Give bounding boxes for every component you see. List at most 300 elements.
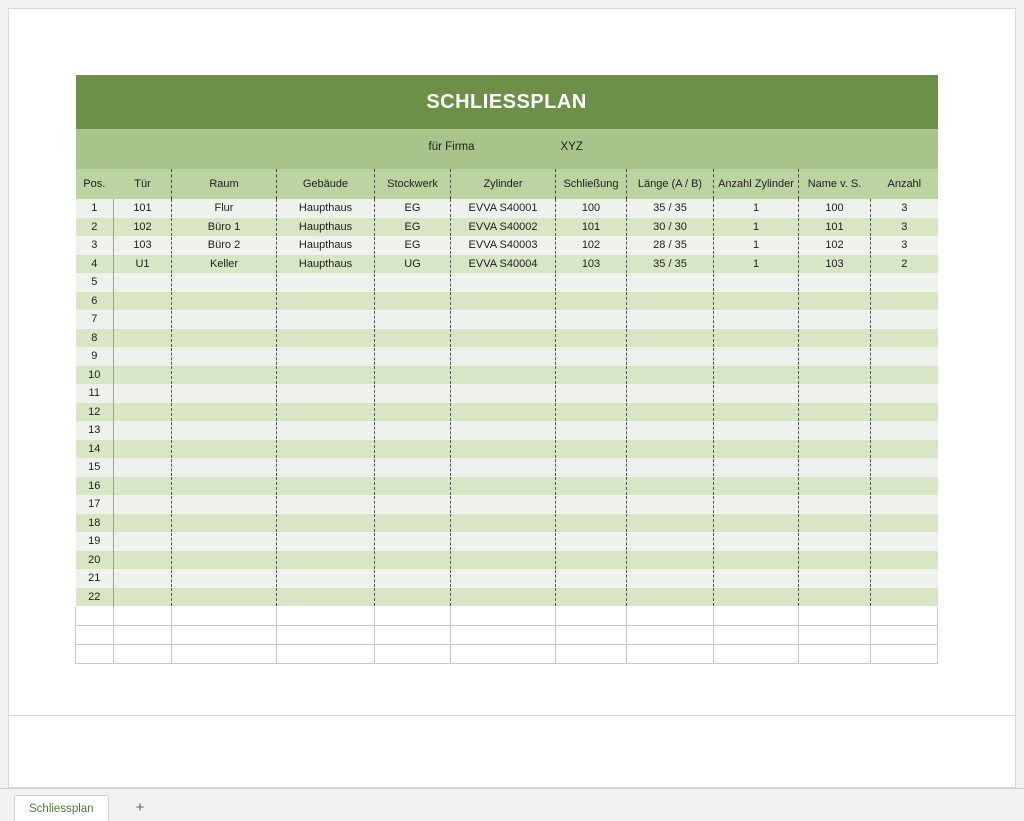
cell[interactable]: [277, 403, 375, 422]
cell-pos[interactable]: 17: [76, 495, 114, 514]
cell[interactable]: [799, 514, 871, 533]
cell[interactable]: 101: [556, 218, 627, 237]
cell[interactable]: [627, 384, 714, 403]
cell[interactable]: [871, 292, 938, 311]
table-row[interactable]: [76, 310, 938, 329]
cell[interactable]: [172, 495, 277, 514]
cell[interactable]: [871, 514, 938, 533]
empty-table-row[interactable]: [76, 606, 938, 625]
cell[interactable]: [714, 347, 799, 366]
cell[interactable]: [375, 532, 451, 551]
cell[interactable]: [451, 273, 556, 292]
cell[interactable]: [714, 292, 799, 311]
empty-cell[interactable]: [375, 644, 451, 663]
cell[interactable]: EG: [375, 236, 451, 255]
empty-cell[interactable]: [871, 606, 938, 625]
empty-cell[interactable]: [172, 606, 277, 625]
cell[interactable]: [627, 532, 714, 551]
cell[interactable]: Haupthaus: [277, 236, 375, 255]
table-row[interactable]: [76, 199, 938, 218]
table-row[interactable]: [76, 551, 938, 570]
cell[interactable]: [114, 292, 172, 311]
empty-cell[interactable]: [277, 644, 375, 663]
cell[interactable]: [627, 366, 714, 385]
cell[interactable]: [114, 347, 172, 366]
table-row[interactable]: [76, 514, 938, 533]
cell[interactable]: [627, 495, 714, 514]
table-row[interactable]: [76, 384, 938, 403]
cell-pos[interactable]: 1: [76, 199, 114, 218]
cell[interactable]: [556, 384, 627, 403]
cell[interactable]: [799, 403, 871, 422]
cell[interactable]: [871, 551, 938, 570]
cell[interactable]: [714, 440, 799, 459]
cell[interactable]: [172, 366, 277, 385]
cell[interactable]: 100: [799, 199, 871, 218]
cell[interactable]: [375, 292, 451, 311]
cell[interactable]: [277, 495, 375, 514]
cell[interactable]: [451, 514, 556, 533]
cell[interactable]: [627, 477, 714, 496]
cell[interactable]: [627, 551, 714, 570]
cell[interactable]: [627, 403, 714, 422]
cell[interactable]: [451, 403, 556, 422]
cell-pos[interactable]: 16: [76, 477, 114, 496]
empty-cell[interactable]: [871, 644, 938, 663]
cell[interactable]: [277, 310, 375, 329]
cell[interactable]: [114, 440, 172, 459]
table-row[interactable]: [76, 458, 938, 477]
cell[interactable]: [375, 273, 451, 292]
table-row[interactable]: [76, 255, 938, 274]
cell[interactable]: [627, 347, 714, 366]
table-row[interactable]: [76, 218, 938, 237]
cell[interactable]: [114, 403, 172, 422]
cell[interactable]: [114, 273, 172, 292]
cell[interactable]: 103: [556, 255, 627, 274]
empty-cell[interactable]: [799, 625, 871, 644]
cell-pos[interactable]: 8: [76, 329, 114, 348]
cell[interactable]: [556, 588, 627, 607]
cell[interactable]: [871, 347, 938, 366]
cell[interactable]: [627, 292, 714, 311]
cell[interactable]: [375, 495, 451, 514]
cell[interactable]: [627, 329, 714, 348]
cell[interactable]: [627, 310, 714, 329]
empty-cell[interactable]: [451, 606, 556, 625]
empty-cell[interactable]: [799, 644, 871, 663]
cell[interactable]: 2: [871, 255, 938, 274]
cell[interactable]: EVVA S40004: [451, 255, 556, 274]
table-row[interactable]: [76, 292, 938, 311]
cell[interactable]: [799, 588, 871, 607]
cell[interactable]: Büro 2: [172, 236, 277, 255]
table-row[interactable]: [76, 366, 938, 385]
cell[interactable]: [375, 384, 451, 403]
cell[interactable]: [871, 495, 938, 514]
cell[interactable]: [375, 421, 451, 440]
cell[interactable]: [714, 421, 799, 440]
empty-cell[interactable]: [114, 644, 172, 663]
empty-cell[interactable]: [172, 625, 277, 644]
cell[interactable]: [172, 403, 277, 422]
empty-cell[interactable]: [714, 625, 799, 644]
cell[interactable]: [799, 421, 871, 440]
empty-cell[interactable]: [451, 644, 556, 663]
cell[interactable]: 100: [556, 199, 627, 218]
cell[interactable]: [114, 569, 172, 588]
cell[interactable]: [556, 292, 627, 311]
table-row[interactable]: [76, 273, 938, 292]
cell[interactable]: 103: [114, 236, 172, 255]
empty-table-row[interactable]: [76, 625, 938, 644]
cell[interactable]: [451, 458, 556, 477]
cell[interactable]: [556, 366, 627, 385]
cell[interactable]: EVVA S40003: [451, 236, 556, 255]
empty-cell[interactable]: [627, 606, 714, 625]
cell[interactable]: [114, 310, 172, 329]
table-row[interactable]: [76, 532, 938, 551]
cell[interactable]: [871, 588, 938, 607]
cell[interactable]: [799, 458, 871, 477]
cell[interactable]: [714, 403, 799, 422]
empty-cell[interactable]: [556, 644, 627, 663]
cell[interactable]: [799, 569, 871, 588]
cell[interactable]: 1: [714, 199, 799, 218]
table-row[interactable]: [76, 347, 938, 366]
cell[interactable]: 102: [556, 236, 627, 255]
cell[interactable]: [799, 273, 871, 292]
table-row[interactable]: [76, 329, 938, 348]
cell[interactable]: [714, 384, 799, 403]
cell[interactable]: [277, 477, 375, 496]
cell[interactable]: 101: [799, 218, 871, 237]
cell[interactable]: EVVA S40002: [451, 218, 556, 237]
cell[interactable]: [451, 440, 556, 459]
cell-pos[interactable]: 14: [76, 440, 114, 459]
cell-pos[interactable]: 18: [76, 514, 114, 533]
empty-cell[interactable]: [627, 644, 714, 663]
cell[interactable]: [114, 384, 172, 403]
cell[interactable]: [451, 366, 556, 385]
cell[interactable]: [375, 551, 451, 570]
cell[interactable]: [627, 514, 714, 533]
cell[interactable]: [375, 458, 451, 477]
cell[interactable]: [277, 384, 375, 403]
cell[interactable]: [799, 384, 871, 403]
cell[interactable]: [799, 495, 871, 514]
cell[interactable]: [114, 495, 172, 514]
cell[interactable]: [714, 273, 799, 292]
cell[interactable]: 103: [799, 255, 871, 274]
cell-pos[interactable]: 4: [76, 255, 114, 274]
cell[interactable]: [172, 440, 277, 459]
table-row[interactable]: [76, 421, 938, 440]
cell[interactable]: Haupthaus: [277, 255, 375, 274]
cell-pos[interactable]: 19: [76, 532, 114, 551]
empty-cell[interactable]: [76, 625, 114, 644]
cell[interactable]: [375, 366, 451, 385]
cell[interactable]: [556, 477, 627, 496]
cell[interactable]: [714, 551, 799, 570]
cell[interactable]: [277, 347, 375, 366]
cell[interactable]: [451, 477, 556, 496]
cell-pos[interactable]: 15: [76, 458, 114, 477]
cell[interactable]: [714, 366, 799, 385]
empty-cell[interactable]: [799, 606, 871, 625]
cell[interactable]: [375, 477, 451, 496]
cell[interactable]: [714, 588, 799, 607]
cell-pos[interactable]: 10: [76, 366, 114, 385]
cell[interactable]: [375, 440, 451, 459]
cell[interactable]: [871, 366, 938, 385]
cell[interactable]: [277, 440, 375, 459]
cell[interactable]: [799, 310, 871, 329]
cell[interactable]: [871, 273, 938, 292]
cell[interactable]: [277, 421, 375, 440]
cell[interactable]: [871, 477, 938, 496]
table-row[interactable]: [76, 236, 938, 255]
cell[interactable]: U1: [114, 255, 172, 274]
cell[interactable]: [277, 329, 375, 348]
cell[interactable]: 30 / 30: [627, 218, 714, 237]
cell[interactable]: [799, 292, 871, 311]
cell[interactable]: [375, 588, 451, 607]
cell[interactable]: [451, 495, 556, 514]
cell[interactable]: [451, 310, 556, 329]
cell[interactable]: [556, 273, 627, 292]
cell[interactable]: [799, 477, 871, 496]
empty-cell[interactable]: [277, 606, 375, 625]
cell[interactable]: [799, 366, 871, 385]
cell[interactable]: [627, 273, 714, 292]
empty-cell[interactable]: [114, 625, 172, 644]
cell[interactable]: [871, 403, 938, 422]
cell[interactable]: [556, 310, 627, 329]
sheet-canvas[interactable]: [8, 8, 1016, 716]
cell[interactable]: EG: [375, 218, 451, 237]
cell[interactable]: 28 / 35: [627, 236, 714, 255]
cell[interactable]: 3: [871, 236, 938, 255]
empty-cell[interactable]: [375, 625, 451, 644]
empty-cell[interactable]: [451, 625, 556, 644]
cell[interactable]: [871, 329, 938, 348]
cell[interactable]: [556, 421, 627, 440]
cell[interactable]: [114, 366, 172, 385]
cell[interactable]: 1: [714, 218, 799, 237]
cell[interactable]: [627, 458, 714, 477]
empty-cell[interactable]: [714, 606, 799, 625]
cell[interactable]: [627, 569, 714, 588]
cell-pos[interactable]: 20: [76, 551, 114, 570]
empty-cell[interactable]: [114, 606, 172, 625]
cell[interactable]: 1: [714, 255, 799, 274]
cell[interactable]: [172, 588, 277, 607]
cell[interactable]: 35 / 35: [627, 255, 714, 274]
cell[interactable]: [277, 366, 375, 385]
cell[interactable]: [556, 532, 627, 551]
cell[interactable]: [714, 310, 799, 329]
cell[interactable]: [714, 495, 799, 514]
cell[interactable]: [375, 310, 451, 329]
cell-pos[interactable]: 7: [76, 310, 114, 329]
cell[interactable]: [714, 514, 799, 533]
cell[interactable]: [172, 477, 277, 496]
empty-cell[interactable]: [76, 606, 114, 625]
cell[interactable]: [714, 532, 799, 551]
cell[interactable]: [375, 403, 451, 422]
cell[interactable]: [172, 551, 277, 570]
cell[interactable]: [627, 440, 714, 459]
cell-pos[interactable]: 22: [76, 588, 114, 607]
cell[interactable]: [277, 551, 375, 570]
table-row[interactable]: [76, 588, 938, 607]
empty-cell[interactable]: [556, 606, 627, 625]
cell[interactable]: 1: [714, 236, 799, 255]
cell[interactable]: [556, 514, 627, 533]
cell[interactable]: [451, 421, 556, 440]
table-row[interactable]: [76, 440, 938, 459]
cell[interactable]: UG: [375, 255, 451, 274]
cell[interactable]: [556, 458, 627, 477]
empty-cell[interactable]: [76, 644, 114, 663]
empty-cell[interactable]: [627, 625, 714, 644]
cell[interactable]: [277, 569, 375, 588]
cell[interactable]: [627, 588, 714, 607]
cell[interactable]: [871, 569, 938, 588]
cell[interactable]: [114, 532, 172, 551]
cell[interactable]: [871, 440, 938, 459]
table-row[interactable]: [76, 569, 938, 588]
cell-pos[interactable]: 6: [76, 292, 114, 311]
cell[interactable]: [277, 458, 375, 477]
cell[interactable]: [871, 532, 938, 551]
cell[interactable]: [799, 347, 871, 366]
cell[interactable]: [172, 421, 277, 440]
empty-cell[interactable]: [375, 606, 451, 625]
cell[interactable]: [871, 458, 938, 477]
cell[interactable]: [375, 514, 451, 533]
cell[interactable]: Haupthaus: [277, 218, 375, 237]
cell[interactable]: [556, 551, 627, 570]
cell[interactable]: [556, 403, 627, 422]
cell[interactable]: [451, 292, 556, 311]
cell[interactable]: [627, 421, 714, 440]
cell-pos[interactable]: 5: [76, 273, 114, 292]
cell[interactable]: [556, 347, 627, 366]
cell[interactable]: 35 / 35: [627, 199, 714, 218]
cell-pos[interactable]: 9: [76, 347, 114, 366]
cell[interactable]: [172, 384, 277, 403]
cell[interactable]: [871, 384, 938, 403]
cell-pos[interactable]: 2: [76, 218, 114, 237]
cell[interactable]: [799, 532, 871, 551]
empty-cell[interactable]: [871, 625, 938, 644]
cell-pos[interactable]: 12: [76, 403, 114, 422]
cell[interactable]: Flur: [172, 199, 277, 218]
cell-pos[interactable]: 3: [76, 236, 114, 255]
empty-cell[interactable]: [277, 625, 375, 644]
sheet-tab-schliessplan[interactable]: Schliessplan: [14, 795, 109, 821]
cell[interactable]: [714, 569, 799, 588]
cell[interactable]: Haupthaus: [277, 199, 375, 218]
cell[interactable]: Büro 1: [172, 218, 277, 237]
cell[interactable]: [556, 495, 627, 514]
cell[interactable]: [172, 569, 277, 588]
cell[interactable]: [799, 329, 871, 348]
cell[interactable]: [114, 458, 172, 477]
cell[interactable]: [375, 569, 451, 588]
cell[interactable]: [172, 514, 277, 533]
table-row[interactable]: [76, 403, 938, 422]
cell[interactable]: [114, 588, 172, 607]
cell[interactable]: [451, 384, 556, 403]
cell[interactable]: 101: [114, 199, 172, 218]
cell[interactable]: [375, 329, 451, 348]
empty-cell[interactable]: [556, 625, 627, 644]
cell[interactable]: [556, 440, 627, 459]
empty-cell[interactable]: [714, 644, 799, 663]
cell[interactable]: [556, 569, 627, 588]
cell[interactable]: [556, 329, 627, 348]
empty-cell[interactable]: [172, 644, 277, 663]
cell[interactable]: 3: [871, 218, 938, 237]
cell[interactable]: [114, 329, 172, 348]
cell[interactable]: [799, 551, 871, 570]
cell[interactable]: [871, 310, 938, 329]
cell[interactable]: 3: [871, 199, 938, 218]
cell[interactable]: [172, 329, 277, 348]
cell-pos[interactable]: 13: [76, 421, 114, 440]
cell[interactable]: [871, 421, 938, 440]
cell[interactable]: [451, 329, 556, 348]
cell[interactable]: [451, 569, 556, 588]
cell[interactable]: [172, 458, 277, 477]
cell[interactable]: 102: [114, 218, 172, 237]
cell[interactable]: [799, 440, 871, 459]
cell[interactable]: [277, 514, 375, 533]
cell[interactable]: EG: [375, 199, 451, 218]
table-row[interactable]: [76, 477, 938, 496]
cell[interactable]: [714, 458, 799, 477]
table-row[interactable]: [76, 495, 938, 514]
cell[interactable]: EVVA S40001: [451, 199, 556, 218]
cell[interactable]: [172, 273, 277, 292]
cell[interactable]: [375, 347, 451, 366]
cell[interactable]: [714, 329, 799, 348]
company-value[interactable]: XYZ: [560, 141, 583, 153]
cell[interactable]: [172, 310, 277, 329]
cell[interactable]: 102: [799, 236, 871, 255]
cell[interactable]: [172, 532, 277, 551]
cell[interactable]: [114, 551, 172, 570]
cell-pos[interactable]: 11: [76, 384, 114, 403]
cell[interactable]: [451, 532, 556, 551]
cell[interactable]: [114, 514, 172, 533]
cell[interactable]: [114, 477, 172, 496]
cell[interactable]: [277, 532, 375, 551]
cell[interactable]: [114, 421, 172, 440]
empty-table-row[interactable]: [76, 644, 938, 663]
cell[interactable]: [172, 292, 277, 311]
cell-pos[interactable]: 21: [76, 569, 114, 588]
cell[interactable]: [277, 292, 375, 311]
cell[interactable]: [172, 347, 277, 366]
cell[interactable]: [451, 347, 556, 366]
cell[interactable]: [451, 551, 556, 570]
cell[interactable]: [714, 477, 799, 496]
cell[interactable]: [451, 588, 556, 607]
